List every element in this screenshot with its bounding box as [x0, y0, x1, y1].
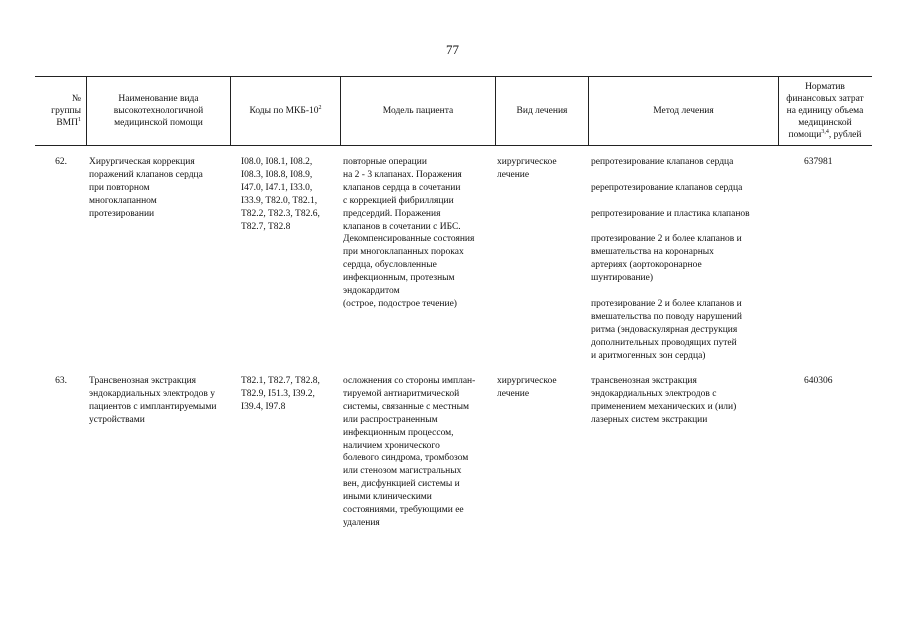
row-icd-codes: T82.1, T82.7, T82.8, T82.9, I51.3, I39.2, I39.4, I97.8 — [241, 376, 320, 412]
row-icd-codes: I08.0, I08.1, I08.2, I08.3, I08.8, I08.9, I47.0, I47.1, I33.0, I33.9, T82.0, T82.1, T82.2, T82.3, T82.6, T82.7, T82.8 — [241, 157, 320, 232]
row-group-number: 62. — [55, 157, 67, 167]
header-cost-norm: Норматив финансовых затрат на единицу объема медицинской помощи$^{3,4}$, рублей — [786, 81, 864, 140]
row-cost-norm: 640306 — [804, 376, 833, 386]
row-care-type-name: Хирургическая коррекция поражений клапанов сердца при повторном многоклапанном протезировании — [89, 157, 203, 219]
header-treatment-type: Вид лечения — [516, 105, 568, 116]
header-care-type-name: Наименование вида высокотехнологичной медицинской помощи — [113, 93, 204, 128]
row-cost-norm: 637981 — [804, 157, 833, 167]
row-treatment-type: хирургическое лечение — [497, 376, 557, 399]
page-number: 77 — [446, 42, 459, 57]
table-header-bottom-border — [35, 145, 872, 146]
header-icd-codes: Коды по МКБ-$10^2$ — [249, 104, 322, 116]
header-group-number: № группы ВМП$^1$ — [51, 93, 81, 128]
row-treatment-type: хирургическое лечение — [497, 157, 557, 180]
row-group-number: 63. — [55, 376, 67, 386]
row-patient-model: повторные операции на 2 - 3 клапанах. Поражения клапанов сердца в сочетании с коррекцией фибрилляции предсердий. Поражения клапанов в сочетании с ИБС. Декомпенсированные состояния при многоклапанных пороках сердца, обусловленные инфекционным, протезным эндокардитом (острое, подострое течение) — [343, 157, 475, 309]
row-patient-model: осложнения со стороны имплан- тируемой антиаритмической системы, связанные с местным или распространенным инфекционным процессом, наличием хронического болевого синдрома, тромбозом или стенозом магистральных вен, дисфункцией системы и иными клиническими состояниями, требующими ее удаления — [343, 376, 476, 528]
row-care-type-name: Трансвенозная экстракция эндокардиальных электродов у пациентов с имплантируемыми устройствами — [89, 376, 217, 425]
row-treatment-methods: трансвенозная экстракция эндокардиальных электродов с применением механических и (или) лазерных систем экстракции — [591, 376, 737, 425]
header-treatment-method: Метод лечения — [653, 105, 714, 116]
header-patient-model: Модель пациента — [382, 105, 454, 116]
row-treatment-methods: репротезирование клапанов сердца ререпротезирование клапанов сердца репротезирование и пластика клапанов протезирование 2 и более клапанов и вмешательства на коронарных артериях (аортокоронарное шунтирование) протезирование 2 и более клапанов и вмешательства по поводу нарушений ритма (эндоваскулярная деструкция дополнительных проводящих путей и аритмогенных зон сердца) — [591, 157, 750, 361]
